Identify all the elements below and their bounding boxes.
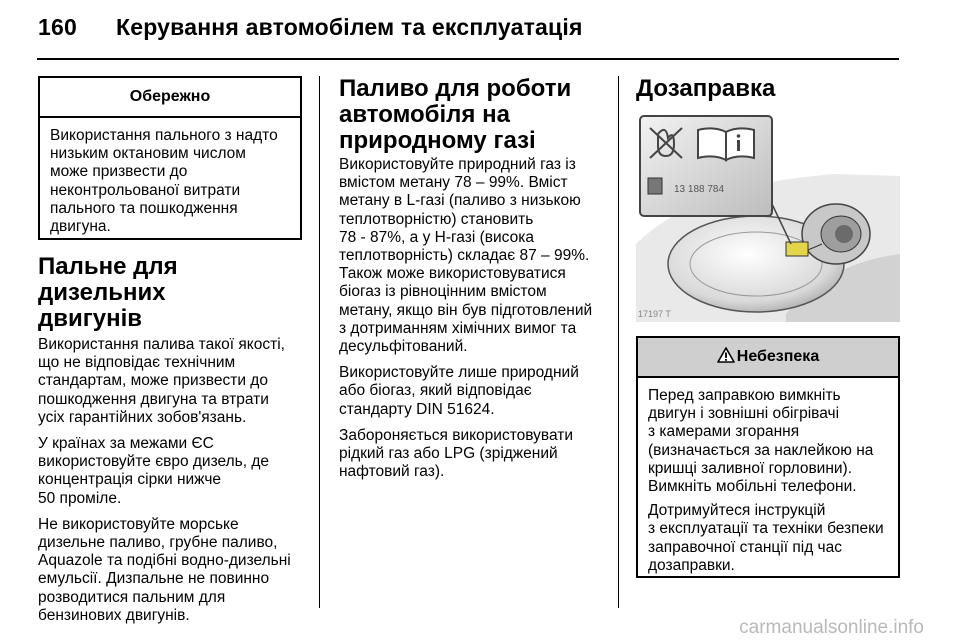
fuel-flap-illustration <box>636 114 900 322</box>
manual-book-icon <box>698 128 754 160</box>
brand-logo-icon <box>648 178 662 194</box>
column-divider <box>618 76 619 608</box>
figure-caption: 17197 T <box>638 309 671 319</box>
danger-title: Небезпека <box>736 348 820 365</box>
watermark: carmanualsonline.info <box>739 617 924 638</box>
danger-paragraph-2: Дотримуйтеся інструкцій з експлуатації та техніки безпеки заправочної станції під час дозаправки. <box>648 502 884 574</box>
diesel-paragraph-2: У країнах за межами ЄС використовуйте євро дизель, де концентрація сірки нижче 50 проміле. <box>38 435 270 507</box>
page-number: 160 <box>38 14 77 40</box>
natural-gas-paragraph-1: Використовуйте природний газ із вмістом метану 78 – 99%. Вміст метану в L-газі (паливо з низькою теплотворністю) становить 78 - 87%, а у H-газі (висока теплотворність) складає 87 – 99%. Також може використовуватися біогаз із рівноцінним вмістом метану, якщо він був підготовлений з дотриманням хімічних вимог та десульфітований. <box>339 156 593 356</box>
diesel-heading: Пальне для дизельних двигунів <box>38 253 178 332</box>
natural-gas-heading: Паливо для роботи автомобіля на природному газі <box>339 75 572 154</box>
column-3 <box>636 76 900 578</box>
natural-gas-paragraph-3: Забороняється використовувати рідкий газ або LPG (зріджений нафтовий газ). <box>339 426 573 481</box>
caution-box <box>38 76 302 240</box>
danger-paragraph-1: Перед заправкою вимкніть двигун і зовнішні обігрівачі з камерами згорання (визначається за наклейкою на кришці заливної горловини). Вимкніть мобільні телефони. <box>648 387 874 496</box>
fuel-flap-svg <box>636 114 900 322</box>
danger-box <box>636 336 900 578</box>
diesel-paragraph-1: Використання палива такої якості, що не відповідає технічним стандартам, може призвести до пошкодження двигуна та втрати усіх гарантійних зобов'язань. <box>38 336 285 426</box>
page-title: Керування автомобілем та експлуатація <box>116 14 583 40</box>
caution-title: Обережно <box>40 78 300 118</box>
natural-gas-paragraph-2: Використовуйте лише природний або біогаз, який відповідає стандарту DIN 51624. <box>339 364 579 418</box>
column-1 <box>38 76 302 625</box>
diesel-paragraph-3: Не використовуйте морське дизельне паливо, грубне паливо, Aquazole та подібні водно-дизельні емульсії. Дизпальне не повинно розводитися пальним для бензинових двигунів. <box>38 515 291 624</box>
danger-header <box>638 338 898 378</box>
caution-text: Використання пального з надто низьким октановим числом може призвести до неконтрольованої витрати пального та пошкодження двигуна. <box>50 127 278 236</box>
warning-triangle-icon <box>717 347 735 363</box>
column-divider <box>319 76 320 608</box>
header-rule <box>37 58 899 60</box>
danger-text <box>638 378 898 575</box>
sticker-code: 13 188 784 <box>674 184 725 195</box>
column-2 <box>339 76 605 481</box>
refuelling-heading: Дозаправка <box>636 75 776 102</box>
page-header <box>38 14 583 41</box>
